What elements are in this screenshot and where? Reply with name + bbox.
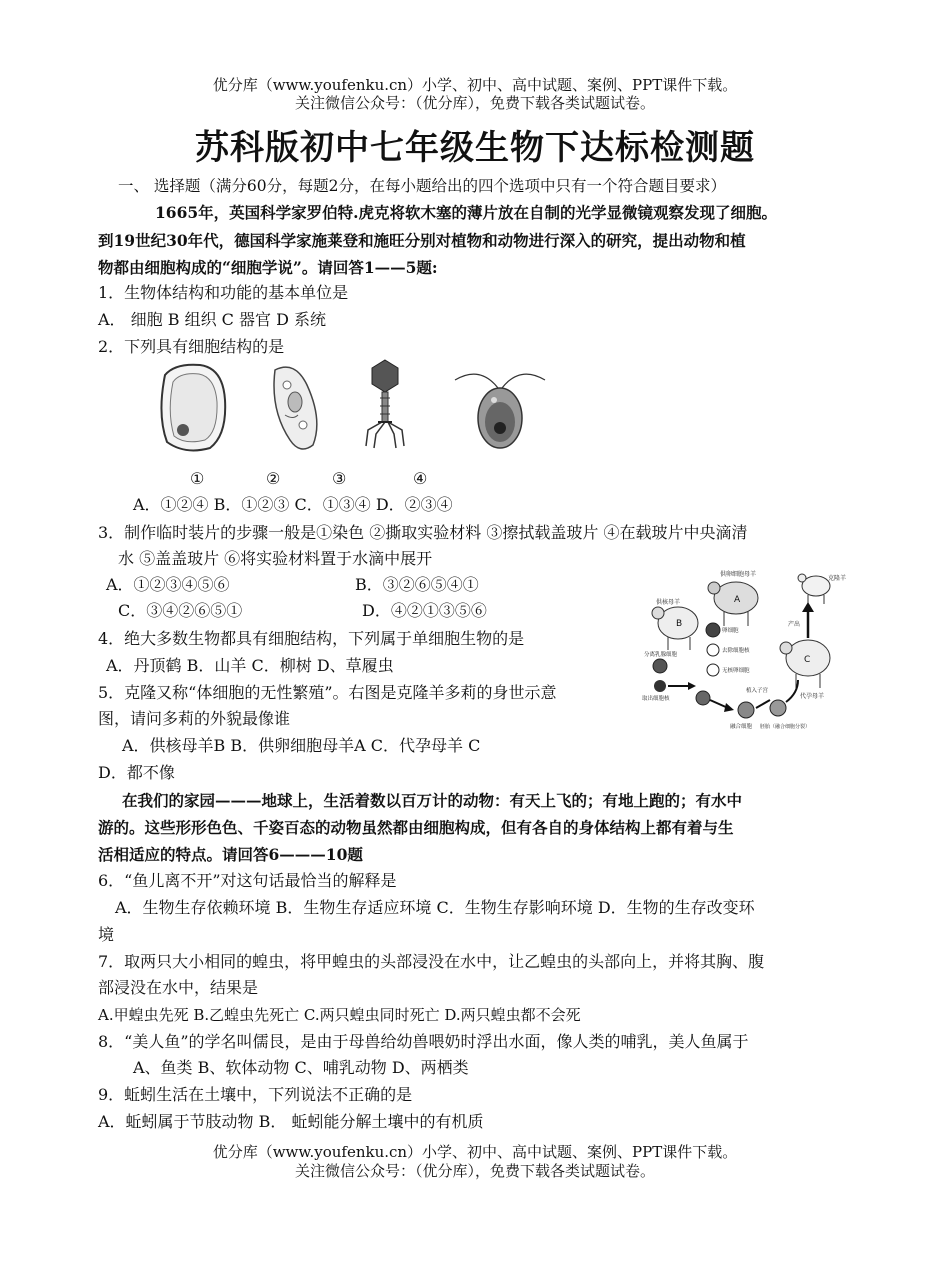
q1-options: A． 细胞 B 组织 C 器官 D 系统 [98, 310, 326, 329]
q8-stem: 8．“美人鱼”的学名叫儒艮，是由于母兽给幼兽喂奶时浮出水面，像人类的哺乳，美人鱼属于 [98, 1032, 749, 1051]
sheep-b-label: B [676, 619, 683, 629]
nucleus-mother-label: 供核母羊 [656, 599, 681, 606]
q9-stem: 9．蚯蚓生活在土壤中，下列说法不正确的是 [98, 1085, 413, 1104]
q7-stem-2: 部浸没在水中，结果是 [98, 978, 259, 997]
q3-option-b: B．③②⑥⑤④① [355, 575, 479, 594]
q3-option-a: A．①②③④⑤⑥ [106, 575, 230, 594]
surrogate-label: 代孕母羊 [800, 693, 825, 700]
mammary-label: 分离乳腺细胞 [644, 652, 678, 658]
clone-sheep-label: 克隆羊 [828, 575, 847, 582]
intro2-line-3: 活相适应的特点。请回答6———10题 [98, 845, 363, 864]
page-title: 苏科版初中七年级生物下达标检测题 [195, 128, 755, 168]
q6-stem: 6．“鱼儿离不开”对这句话最恰当的解释是 [98, 871, 397, 890]
q1-stem: 1．生物体结构和功能的基本单位是 [98, 283, 349, 302]
embryo-label: 胚胎（融合细胞分裂） [760, 724, 811, 730]
footer-line-2: 关注微信公众号：（优分库），免费下载各类试题试卷。 [294, 1162, 655, 1180]
q5-stem-2: 图，请问多莉的外貌最像谁 [98, 709, 291, 728]
header-line-2: 关注微信公众号：（优分库），免费下载各类试题试卷。 [294, 94, 655, 112]
cell-image-1 [155, 360, 230, 455]
chlamydomonas-image [450, 360, 550, 455]
intro1-line-3: 物都由细胞构成的“细胞学说”。请回答1——5题: [98, 258, 438, 277]
header-line-1: 优分库（www.youfenku.cn）小学、初中、高中试题、案例、PPT课件下载。 [212, 76, 738, 94]
sheep-b-icon [652, 607, 698, 650]
virus-image [360, 358, 410, 453]
paramecium-image [265, 360, 325, 455]
egg-cell-icon [706, 623, 720, 637]
remove-nucleus-label: 去除细胞核 [722, 648, 750, 654]
q6-options-wrap: 境 [98, 925, 115, 944]
sheep-c-label: C [804, 655, 811, 665]
intro2-line-1: 在我们的家园———地球上，生活着数以百万计的动物：有天上飞的；有地上跑的；有水中 [122, 791, 743, 810]
nucleus-label: 取出细胞核 [642, 696, 670, 702]
q9-options: A．蚯蚓属于节肢动物 B． 蚯蚓能分解土壤中的有机质 [98, 1112, 484, 1131]
implant-label: 植入子宫 [746, 688, 769, 694]
egg-mother-label: 供卵细胞母羊 [720, 571, 757, 578]
footer-line-1: 优分库（www.youfenku.cn）小学、初中、高中试题、案例、PPT课件下载。 [212, 1143, 738, 1161]
q6-options: A．生物生存依赖环境 B．生物生存适应环境 C．生物生存影响环境 D．生物的生存改变环 [115, 898, 755, 917]
q4-options: A．丹顶鹤 B．山羊 C．柳树 D、草履虫 [106, 656, 394, 675]
fused-cell-label: 融合细胞 [730, 724, 753, 730]
q3-option-c: C．③④②⑥⑤① [118, 601, 243, 620]
q7-stem-1: 7．取两只大小相同的蝗虫，将甲蝗虫的头部浸没在水中，让乙蝗虫的头部向上，并将其胸、腹 [98, 952, 765, 971]
q2-label-4: ④ [413, 469, 428, 488]
enucleated-egg-label: 无核卵细胞 [722, 668, 750, 674]
born-label: 产出 [788, 621, 801, 628]
q2-options: A．①②④ B．①②③ C．①③④ D．②③④ [133, 495, 453, 514]
q3-option-d: D．④②①③⑤⑥ [362, 601, 487, 620]
clone-sheep-icon [798, 574, 830, 604]
q5-option-d: D．都不像 [98, 763, 175, 782]
q2-label-2: ② [266, 469, 281, 488]
q2-label-1: ① [190, 469, 205, 488]
intro1-line-1: 1665年，英国科学家罗伯特.虎克将软木塞的薄片放在自制的光学显微镜观察发现了细胞。 [155, 203, 778, 222]
cloning-diagram [638, 568, 850, 738]
q2-label-3: ③ [332, 469, 347, 488]
q3-stem-1: 3．制作临时装片的步骤一般是①染色 ②撕取实验材料 ③擦拭载盖玻片 ④在载玻片中央滴清 [98, 523, 748, 542]
egg-label: 卵细胞 [722, 628, 739, 634]
sheep-a-icon [708, 582, 758, 626]
section-heading: 一、 选择题（满分60分，每题2分，在每小题给出的四个选项中只有一个符合题目要求） [118, 177, 727, 195]
q3-stem-2: 水 ⑤盖盖玻片 ⑥将实验材料置于水滴中展开 [118, 549, 433, 568]
q5-stem-1: 5．克隆又称“体细胞的无性繁殖”。右图是克隆羊多莉的身世示意 [98, 683, 557, 702]
q4-stem: 4．绝大多数生物都具有细胞结构，下列属于单细胞生物的是 [98, 629, 525, 648]
q2-stem: 2．下列具有细胞结构的是 [98, 337, 285, 356]
q5-options: A．供核母羊B B．供卵细胞母羊A C．代孕母羊 C [122, 736, 481, 755]
intro1-line-2: 到19世纪30年代，德国科学家施莱登和施旺分别对植物和动物进行深入的研究，提出动物和植 [98, 231, 746, 250]
q7-options: A.甲蝗虫先死 B.乙蝗虫先死亡 C.两只蝗虫同时死亡 D.两只蝗虫都不会死 [98, 1006, 581, 1024]
q8-options: A、鱼类 B、软体动物 C、哺乳动物 D、两栖类 [133, 1058, 469, 1077]
sheep-a-label: A [734, 595, 741, 605]
intro2-line-2: 游的。这些形形色色、千姿百态的动物虽然都由细胞构成，但有各自的身体结构上都有着与生 [98, 818, 734, 837]
